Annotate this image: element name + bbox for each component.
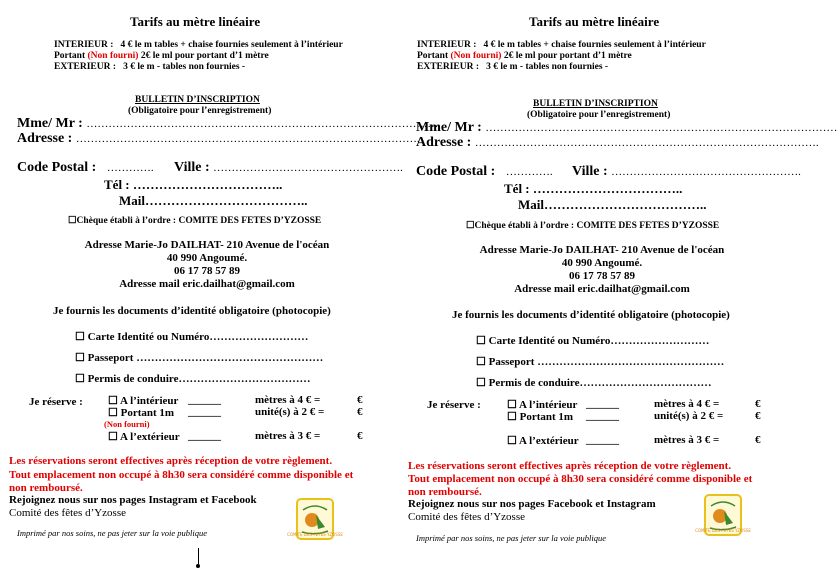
tariff-title: Tarifs au mètre linéaire — [529, 14, 660, 29]
warning-line2: Tout emplacement non occupé à 8h30 sera considéré comme disponible et — [9, 469, 354, 481]
checkbox-icon[interactable]: ☐ — [507, 399, 517, 411]
reserve-interieur-euro: € — [755, 398, 761, 410]
checkbox-icon[interactable]: ☐ — [108, 395, 118, 407]
doc-passeport: ☐ Passeport …………………………………………… — [476, 356, 725, 368]
reserve-interieur-input[interactable]: ______ — [188, 394, 221, 406]
warning-line3: non remboursé. — [9, 482, 83, 494]
reserve-exterieur-input[interactable]: ______ — [586, 434, 619, 446]
reserve-interieur-input[interactable]: ______ — [586, 398, 619, 410]
cheque-line: ☐Chèque établi à l’ordre : COMITE DES FETES D’YZOSSE — [68, 216, 322, 226]
reserve-interieur-price: mètres à 4 € = — [255, 394, 321, 406]
reserve-portant-euro: € — [357, 406, 363, 418]
reserve-interieur: ☐ A l’intérieur — [108, 395, 179, 407]
field-adresse: Adresse : …………………………………………………………………………………. — [17, 131, 420, 146]
reserve-interieur-price: mètres à 4 € = — [654, 398, 720, 410]
doc-carte: ☐ Carte Identité ou Numéro……………………… — [476, 335, 710, 347]
reserve-label: Je réserve : — [427, 399, 481, 411]
committee-logo — [695, 494, 751, 536]
committee-name: Comité des fêtes d’Yzosse — [9, 507, 126, 519]
doc-permis: ☐ Permis de conduire……………………………… — [75, 373, 311, 385]
reserve-label: Je réserve : — [29, 396, 83, 408]
checkbox-icon[interactable]: ☐ — [476, 335, 486, 347]
documents-title: Je fournis les documents d’identité obligatoire (photocopie) — [53, 305, 331, 317]
logo-icon — [695, 494, 751, 536]
reserve-portant: ☐ Portant 1m — [108, 407, 175, 419]
bulletin-title: BULLETIN D’INSCRIPTION — [135, 95, 260, 105]
field-mail: Mail……………………………….. — [119, 193, 308, 208]
field-mme: Mme/ Mr : …………………………………………………………………………………… — [17, 116, 439, 131]
reserve-portant-price: unité(s) à 2 € = — [255, 406, 325, 418]
bulletin-subtitle: (Obligatoire pour l’enregistrement) — [128, 106, 272, 116]
tariff-portant: Portant (Non fourni) 2€ le ml pour portant d’1 mètre — [417, 51, 632, 61]
address-line2: 40 990 Angoumé. — [561, 257, 643, 269]
footer-note: Imprimé par nos soins, ne pas jeter sur la voie publique — [416, 533, 607, 543]
reserve-exterieur: ☐ A l’extérieur — [108, 431, 180, 443]
checkbox-icon[interactable]: ☐ — [507, 411, 517, 423]
field-mme: Mme/ Mr : …………………………………………………………………………………… — [416, 120, 837, 135]
checkbox-icon[interactable]: ☐ — [75, 331, 85, 343]
reserve-exterieur-euro: € — [357, 430, 363, 442]
checkbox-icon[interactable]: ☐ — [75, 373, 85, 385]
documents-title: Je fournis les documents d’identité obligatoire (photocopie) — [452, 309, 730, 321]
checkbox-icon[interactable]: ☐ — [108, 407, 118, 419]
committee-name: Comité des fêtes d’Yzosse — [408, 511, 525, 523]
checkbox-icon[interactable]: ☐ — [75, 352, 85, 364]
reserve-portant-euro: € — [755, 410, 761, 422]
warning-line1: Les réservations seront effectives après réception de votre règlement. — [9, 455, 333, 467]
bulletin-subtitle: (Obligatoire pour l’enregistrement) — [527, 110, 671, 120]
field-code-postal: Code Postal : …………. — [416, 164, 553, 179]
tariff-exterieur: EXTERIEUR : 3 € le m - tables non fournies - — [54, 62, 246, 72]
cheque-line: ☐Chèque établi à l’ordre : COMITE DES FETES D’YZOSSE — [466, 221, 720, 231]
text-cursor-dot — [196, 564, 200, 568]
reserve-portant-note: (Non fourni) — [104, 419, 150, 429]
reserve-exterieur-price: mètres à 3 € = — [255, 430, 321, 442]
field-ville: Ville : ……………………………………………. — [572, 164, 801, 179]
reserve-portant-price: unité(s) à 2 € = — [654, 410, 724, 422]
address-line2: 40 990 Angoumé. — [166, 252, 248, 264]
address-mail: Adresse mail eric.dailhat@gmail.com — [514, 283, 690, 295]
warning-line3: non remboursé. — [408, 486, 482, 498]
text-cursor — [198, 548, 199, 564]
tariff-interieur: INTERIEUR : 4 € le m tables + chaise fournies seulement à l’intérieur — [417, 40, 706, 50]
checkbox-icon[interactable]: ☐ — [476, 377, 486, 389]
address-mail: Adresse mail eric.dailhat@gmail.com — [119, 278, 295, 290]
logo-icon — [287, 498, 343, 540]
reserve-exterieur: ☐ A l’extérieur — [507, 435, 579, 447]
field-ville: Ville : ……………………………………………. — [174, 160, 403, 175]
checkbox-icon[interactable]: ☐ — [466, 221, 475, 231]
social-line: Rejoignez nous sur nos pages Facebook et Instagram — [408, 498, 656, 510]
field-mail: Mail……………………………….. — [518, 197, 707, 212]
reserve-portant: ☐ Portant 1m — [507, 411, 574, 423]
field-tel: Tél : …………………………….. — [104, 177, 283, 192]
address-phone: 06 17 78 57 89 — [569, 270, 635, 282]
address-line1: Adresse Marie-Jo DAILHAT- 210 Avenue de l'océan — [84, 239, 330, 251]
address-line1: Adresse Marie-Jo DAILHAT- 210 Avenue de l'océan — [479, 244, 725, 256]
warning-line1: Les réservations seront effectives après réception de votre règlement. — [408, 460, 732, 472]
doc-permis: ☐ Permis de conduire……………………………… — [476, 377, 712, 389]
checkbox-icon[interactable]: ☐ — [108, 431, 118, 443]
social-line: Rejoignez nous sur nos pages Instagram et Facebook — [9, 494, 257, 506]
reserve-portant-input[interactable]: ______ — [188, 406, 221, 418]
reserve-interieur: ☐ A l’intérieur — [507, 399, 578, 411]
field-tel: Tél : …………………………….. — [504, 181, 683, 196]
committee-logo — [287, 498, 343, 540]
address-phone: 06 17 78 57 89 — [174, 265, 240, 277]
tariff-exterieur: EXTERIEUR : 3 € le m - tables non fournies - — [417, 62, 609, 72]
svg-text:COMITE DES FETES YZOSSE: COMITE DES FETES YZOSSE — [695, 528, 751, 533]
reserve-exterieur-euro: € — [755, 434, 761, 446]
tariff-title: Tarifs au mètre linéaire — [130, 14, 261, 29]
checkbox-icon[interactable]: ☐ — [476, 356, 486, 368]
checkbox-icon[interactable]: ☐ — [68, 216, 77, 226]
reserve-exterieur-input[interactable]: ______ — [188, 430, 221, 442]
svg-text:COMITE DES FETES YZOSSE: COMITE DES FETES YZOSSE — [287, 532, 343, 537]
reserve-portant-input[interactable]: ______ — [586, 410, 619, 422]
field-adresse: Adresse : …………………………………………………………………………………. — [416, 135, 819, 150]
tariff-portant: Portant (Non fourni) 2€ le ml pour portant d’1 mètre — [54, 51, 269, 61]
reserve-interieur-euro: € — [357, 394, 363, 406]
reserve-exterieur-price: mètres à 3 € = — [654, 434, 720, 446]
bulletin-title: BULLETIN D’INSCRIPTION — [533, 99, 658, 109]
checkbox-icon[interactable]: ☐ — [507, 435, 517, 447]
warning-line2: Tout emplacement non occupé à 8h30 sera considéré comme disponible et — [408, 473, 753, 485]
footer-note: Imprimé par nos soins, ne pas jeter sur la voie publique — [17, 528, 208, 538]
doc-passeport: ☐ Passeport …………………………………………… — [75, 352, 324, 364]
tariff-interieur: INTERIEUR : 4 € le m tables + chaise fournies seulement à l’intérieur — [54, 40, 343, 50]
doc-carte: ☐ Carte Identité ou Numéro……………………… — [75, 331, 309, 343]
field-code-postal: Code Postal : …………. — [17, 160, 154, 175]
